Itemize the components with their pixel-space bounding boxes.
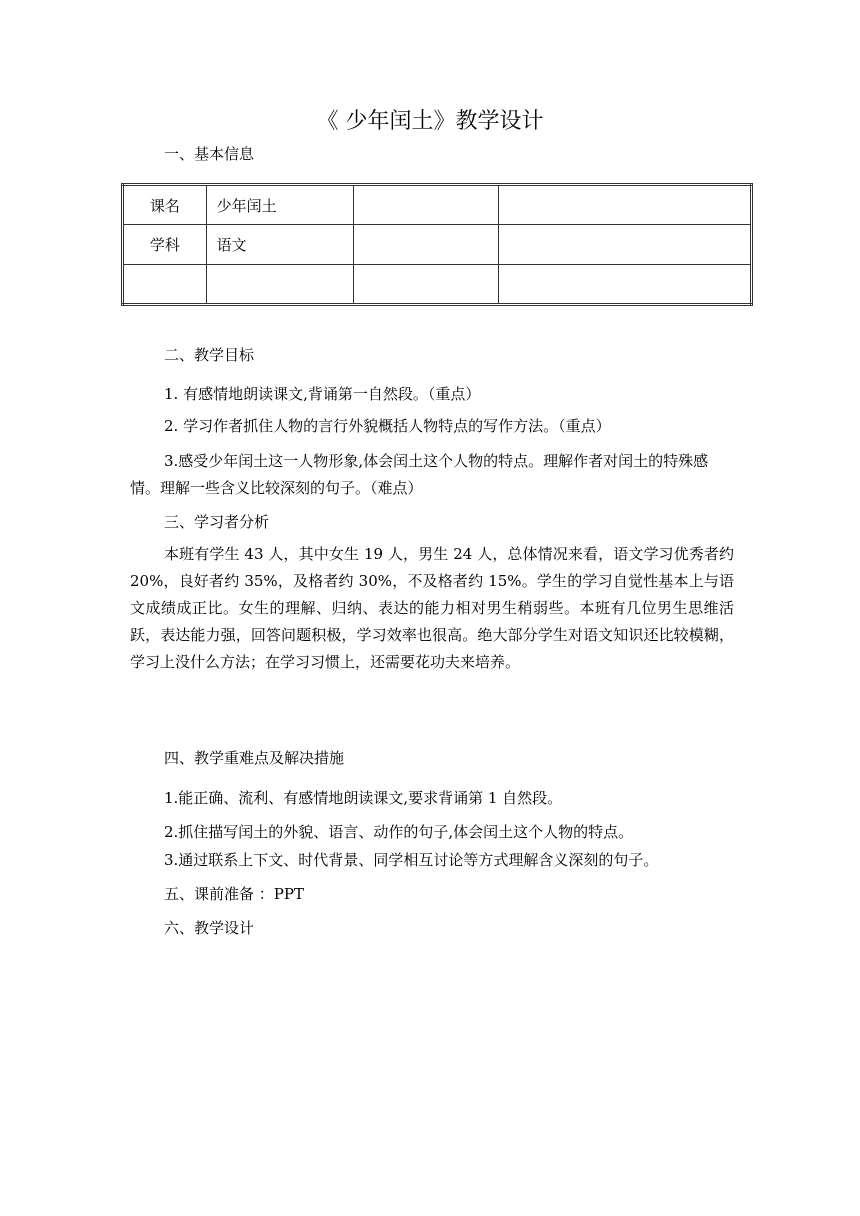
table-cell: [499, 225, 752, 265]
table-cell: 语文: [206, 225, 353, 265]
table-cell: 学科: [123, 225, 207, 265]
measure-item: 3.通过联系上下文、时代背景、同学相互讨论等方式理解含义深刻的句子。: [164, 851, 659, 869]
measure-item: 2.抓住描写闰土的外貌、语言、动作的句子,体会闰土这个人物的特点。: [164, 823, 634, 841]
table-cell: [353, 225, 498, 265]
table-row: [123, 265, 752, 305]
section-heading-prep: 五、课前准备 ：PPT: [164, 885, 304, 903]
basic-info-table: [121, 183, 753, 306]
table-row: [123, 225, 752, 265]
table-cell: [123, 265, 207, 305]
table-cell: [353, 265, 498, 305]
table-cell: [353, 185, 498, 225]
section-heading-basic-info: 一、基本信息: [164, 145, 255, 163]
measure-item: 1.能正确、流利、有感情地朗读课文,要求背诵第 1 自然段。: [164, 789, 563, 807]
table-cell: [499, 265, 752, 305]
learner-analysis-paragraph: 本班有学生 43 人，其中女生 19 人，男生 24 人，总体情况来看，语文学习优秀者约 20%，良好者约 35%，及格者约 30%，不及格者约 15%。学生的学习自觉性基本上与语文成绩成正比。女生的理解、归纳、表达的能力相对男生稍弱些。本班有几位男生思维活跃，表达能力强，回答问题积极，学习效率也很高。绝大部分学生对语文知识还比较模糊，学习上没什么方法；在学习习惯上，还需要花功夫来培养。: [130, 545, 734, 671]
table-cell: [206, 265, 353, 305]
table-cell: 课名: [123, 185, 207, 225]
table-cell: 少年闰土: [206, 185, 353, 225]
section-heading-key-points: 四、教学重难点及解决措施: [164, 749, 345, 767]
goal-item: 2. 学习作者抓住人物的言行外貌概括人物特点的写作方法。（重点）: [164, 417, 611, 435]
section-heading-goals: 二、教学目标: [164, 346, 255, 364]
table-row: [123, 185, 752, 225]
section-heading-learner-analysis: 三、学习者分析: [164, 513, 270, 531]
table-cell: [499, 185, 752, 225]
goal-item: 1. 有感情地朗读课文,背诵第一自然段。（重点）: [164, 385, 481, 403]
goal-item: 3.感受少年闰土这一人物形象,体会闰土这个人物的特点。理解作者对闰土的特殊感情。理解一些含义比较深刻的句子。（难点）: [130, 452, 709, 497]
document-title: 《 少年闰土》教学设计: [316, 109, 544, 134]
section-heading-design: 六、教学设计: [164, 919, 255, 937]
